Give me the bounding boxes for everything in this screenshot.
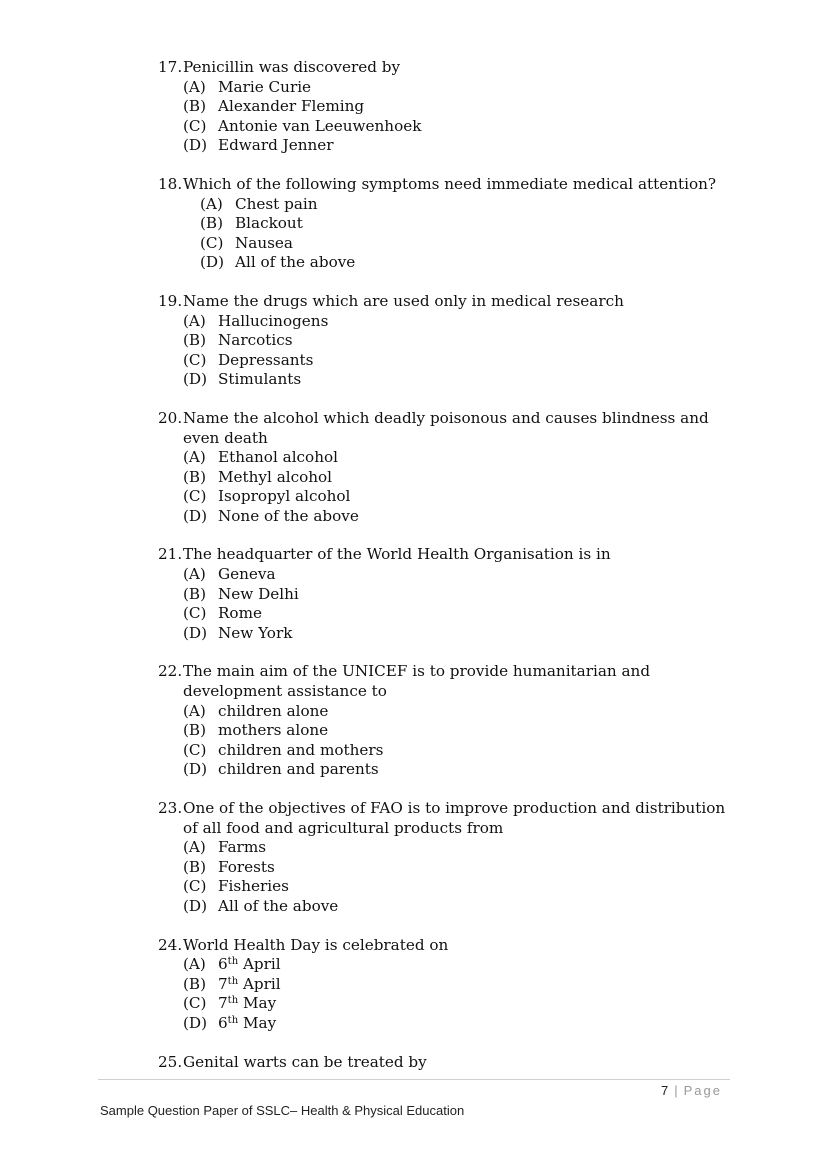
option-day: 7 bbox=[218, 974, 228, 993]
option-d bbox=[183, 624, 728, 644]
question-number: 22. bbox=[158, 662, 183, 681]
question-23 bbox=[158, 799, 728, 917]
option-text: children alone bbox=[218, 701, 329, 720]
option-text: None of the above bbox=[218, 506, 359, 525]
option-b bbox=[183, 331, 728, 351]
ordinal-suffix: th bbox=[227, 975, 239, 987]
option-label: (C) bbox=[183, 604, 207, 623]
option-text: Narcotics bbox=[218, 331, 293, 350]
option-label: (B) bbox=[183, 974, 207, 993]
question-number: 21. bbox=[158, 545, 183, 564]
option-c bbox=[183, 117, 728, 137]
option-month: May bbox=[242, 1013, 277, 1032]
option-d bbox=[183, 370, 728, 390]
option-text: All of the above bbox=[235, 253, 356, 272]
option-a bbox=[183, 565, 728, 585]
option-label: (D) bbox=[183, 136, 208, 155]
question-17 bbox=[158, 58, 728, 156]
option-text: Stimulants bbox=[218, 370, 302, 389]
option-text: Blackout bbox=[235, 214, 303, 233]
page-word: Page bbox=[683, 1083, 722, 1098]
option-b bbox=[183, 975, 728, 995]
option-b bbox=[200, 214, 728, 234]
page-number-block bbox=[661, 1083, 722, 1098]
option-a bbox=[183, 312, 728, 332]
footer-title: Sample Question Paper of SSLC– Health & Physical Education bbox=[100, 1103, 465, 1118]
option-b bbox=[183, 468, 728, 488]
option-text: Farms bbox=[218, 838, 267, 857]
question-text: One of the objectives of FAO is to improve production and distribution of all food and agricultural products from bbox=[183, 799, 726, 837]
question-text: Name the drugs which are used only in medical research bbox=[183, 291, 624, 310]
option-text: Geneva bbox=[218, 565, 276, 584]
option-c bbox=[200, 234, 728, 254]
option-label: (D) bbox=[183, 1013, 208, 1032]
option-label: (B) bbox=[183, 721, 207, 740]
option-d bbox=[183, 1014, 728, 1034]
option-label: (A) bbox=[200, 194, 223, 213]
option-a bbox=[183, 955, 728, 975]
option-day: 6 bbox=[218, 955, 228, 974]
option-text: Hallucinogens bbox=[218, 311, 329, 330]
option-label: (A) bbox=[183, 448, 206, 467]
option-text: New Delhi bbox=[218, 584, 299, 603]
option-label: (B) bbox=[183, 584, 207, 603]
question-text: Name the alcohol which deadly poisonous and causes blindness and even death bbox=[183, 408, 709, 447]
option-a bbox=[183, 448, 728, 468]
option-d bbox=[183, 136, 728, 156]
option-a bbox=[200, 195, 728, 215]
option-d bbox=[183, 897, 728, 917]
option-c bbox=[183, 877, 728, 897]
question-number: 23. bbox=[158, 799, 183, 817]
option-month: April bbox=[242, 974, 281, 993]
option-b bbox=[183, 97, 728, 117]
question-25 bbox=[158, 1053, 728, 1073]
option-text: New York bbox=[218, 623, 293, 642]
option-a bbox=[183, 702, 728, 722]
footer-rule bbox=[98, 1079, 730, 1080]
option-label: (C) bbox=[183, 877, 207, 896]
option-text: Rome bbox=[218, 604, 262, 623]
option-label: (B) bbox=[183, 97, 207, 116]
option-label: (D) bbox=[183, 896, 208, 915]
option-c bbox=[183, 994, 728, 1014]
option-month: May bbox=[242, 994, 277, 1013]
option-label: (C) bbox=[200, 233, 224, 252]
question-text: The headquarter of the World Health Organisation is in bbox=[183, 545, 611, 564]
option-c bbox=[183, 487, 728, 507]
option-text: children and parents bbox=[218, 760, 379, 779]
option-label: (A) bbox=[183, 955, 206, 974]
question-24 bbox=[158, 936, 728, 1034]
option-label: (A) bbox=[183, 838, 206, 857]
option-d bbox=[183, 507, 728, 527]
option-label: (D) bbox=[183, 370, 208, 389]
option-label: (D) bbox=[183, 623, 208, 642]
option-b bbox=[183, 585, 728, 605]
option-text: Edward Jenner bbox=[218, 136, 334, 155]
page-number: 7 bbox=[661, 1083, 669, 1098]
option-label: (C) bbox=[183, 116, 207, 135]
option-text: Ethanol alcohol bbox=[218, 448, 338, 467]
option-text: All of the above bbox=[218, 896, 339, 915]
option-a bbox=[183, 838, 728, 858]
option-label: (A) bbox=[183, 701, 206, 720]
question-list bbox=[158, 58, 728, 1091]
option-text: Depressants bbox=[218, 350, 314, 369]
option-text: Methyl alcohol bbox=[218, 467, 333, 486]
option-label: (D) bbox=[183, 506, 208, 525]
option-b bbox=[183, 721, 728, 741]
question-number: 24. bbox=[158, 935, 183, 954]
question-number: 17. bbox=[158, 58, 183, 76]
option-b bbox=[183, 858, 728, 878]
option-label: (C) bbox=[183, 994, 207, 1013]
question-text: Which of the following symptoms need immediate medical attention? bbox=[183, 174, 717, 193]
question-text: Penicillin was discovered by bbox=[183, 58, 401, 76]
option-month: April bbox=[242, 955, 281, 974]
question-18 bbox=[158, 175, 728, 273]
option-label: (D) bbox=[200, 253, 225, 272]
option-label: (C) bbox=[183, 740, 207, 759]
option-text: Nausea bbox=[235, 233, 293, 252]
ordinal-suffix: th bbox=[227, 1014, 239, 1026]
option-text: Isopropyl alcohol bbox=[218, 487, 351, 506]
option-d bbox=[183, 760, 728, 780]
ordinal-suffix: th bbox=[227, 956, 239, 968]
page-separator: | bbox=[674, 1083, 678, 1098]
option-c bbox=[183, 604, 728, 624]
option-text: Alexander Fleming bbox=[218, 97, 365, 116]
question-text: The main aim of the UNICEF is to provide humanitarian and development assistance to bbox=[183, 662, 651, 701]
option-c bbox=[183, 351, 728, 371]
option-text: Antonie van Leeuwenhoek bbox=[218, 116, 422, 135]
option-text: mothers alone bbox=[218, 721, 329, 740]
option-label: (A) bbox=[183, 77, 206, 96]
question-22 bbox=[158, 662, 728, 780]
ordinal-suffix: th bbox=[227, 995, 239, 1007]
question-20 bbox=[158, 409, 728, 527]
option-day: 7 bbox=[218, 994, 228, 1013]
question-number: 19. bbox=[158, 291, 183, 310]
option-text: Fisheries bbox=[218, 877, 289, 896]
option-label: (B) bbox=[200, 214, 224, 233]
question-number: 25. bbox=[158, 1052, 183, 1071]
option-label: (A) bbox=[183, 565, 206, 584]
option-text: Marie Curie bbox=[218, 77, 312, 96]
question-text: Genital warts can be treated by bbox=[183, 1052, 427, 1071]
question-number: 18. bbox=[158, 174, 183, 193]
option-d bbox=[200, 253, 728, 273]
option-text bbox=[218, 955, 281, 975]
option-text bbox=[218, 975, 281, 995]
option-text bbox=[218, 994, 276, 1014]
option-day: 6 bbox=[218, 1013, 228, 1032]
option-label: (B) bbox=[183, 857, 207, 876]
option-label: (A) bbox=[183, 311, 206, 330]
question-19 bbox=[158, 292, 728, 390]
question-text: World Health Day is celebrated on bbox=[183, 935, 449, 954]
question-21 bbox=[158, 545, 728, 643]
question-number: 20. bbox=[158, 408, 183, 427]
option-text: Forests bbox=[218, 857, 275, 876]
option-label: (C) bbox=[183, 350, 207, 369]
option-label: (D) bbox=[183, 760, 208, 779]
option-label: (B) bbox=[183, 467, 207, 486]
option-text: Chest pain bbox=[235, 194, 318, 213]
option-a bbox=[183, 78, 728, 98]
option-c bbox=[183, 741, 728, 761]
option-text bbox=[218, 1014, 276, 1034]
option-label: (B) bbox=[183, 331, 207, 350]
option-label: (C) bbox=[183, 487, 207, 506]
option-text: children and mothers bbox=[218, 740, 384, 759]
